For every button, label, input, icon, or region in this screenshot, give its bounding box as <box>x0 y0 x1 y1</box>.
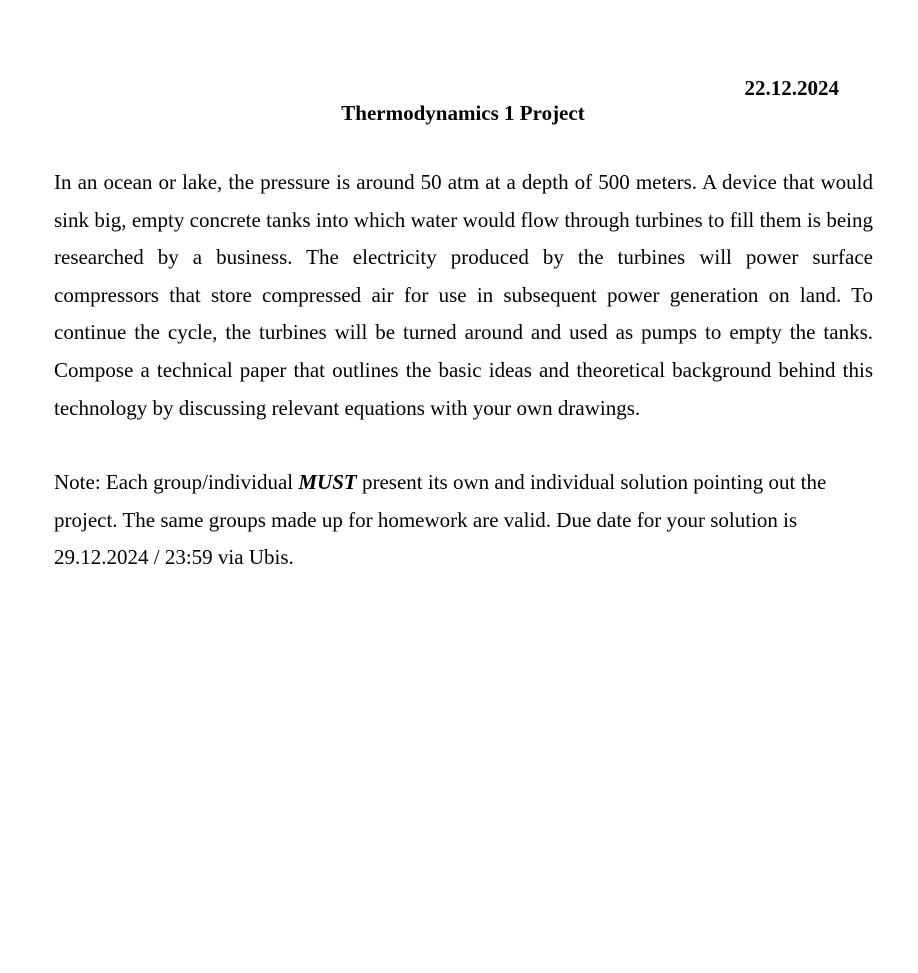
note-emphasis: MUST <box>298 470 357 494</box>
note-line2: project. The same groups made up for homework are valid. Due date for your solution is <box>54 507 798 532</box>
assignment-description: In an ocean or lake, the pressure is around 50 atm at a depth of 500 meters. A device that would sink big, empty concrete tanks into which water would flow through turbines to fill them is being researched by a business. The electricity produced by the turbines will power surface compressors that store compressed air for use in subsequent power generation on land. To continue the cycle, the turbines will be turned around and used as pumps to empty the tanks. Compose a technical paper that outlines the basic ideas and theoretical background behind this technology by discussing relevant equations with your own drawings. <box>54 170 873 420</box>
assignment-note <box>54 464 873 577</box>
document-date: 22.12.2024 <box>744 76 839 100</box>
note-line3: 29.12.2024 / 23:59 via Ubis. <box>54 545 294 570</box>
document-title: Thermodynamics 1 Project <box>341 101 585 125</box>
note-prefix: Note: Each group/individual <box>54 470 299 494</box>
note-line1-rest: present its own and individual solution pointing out the <box>356 470 827 494</box>
